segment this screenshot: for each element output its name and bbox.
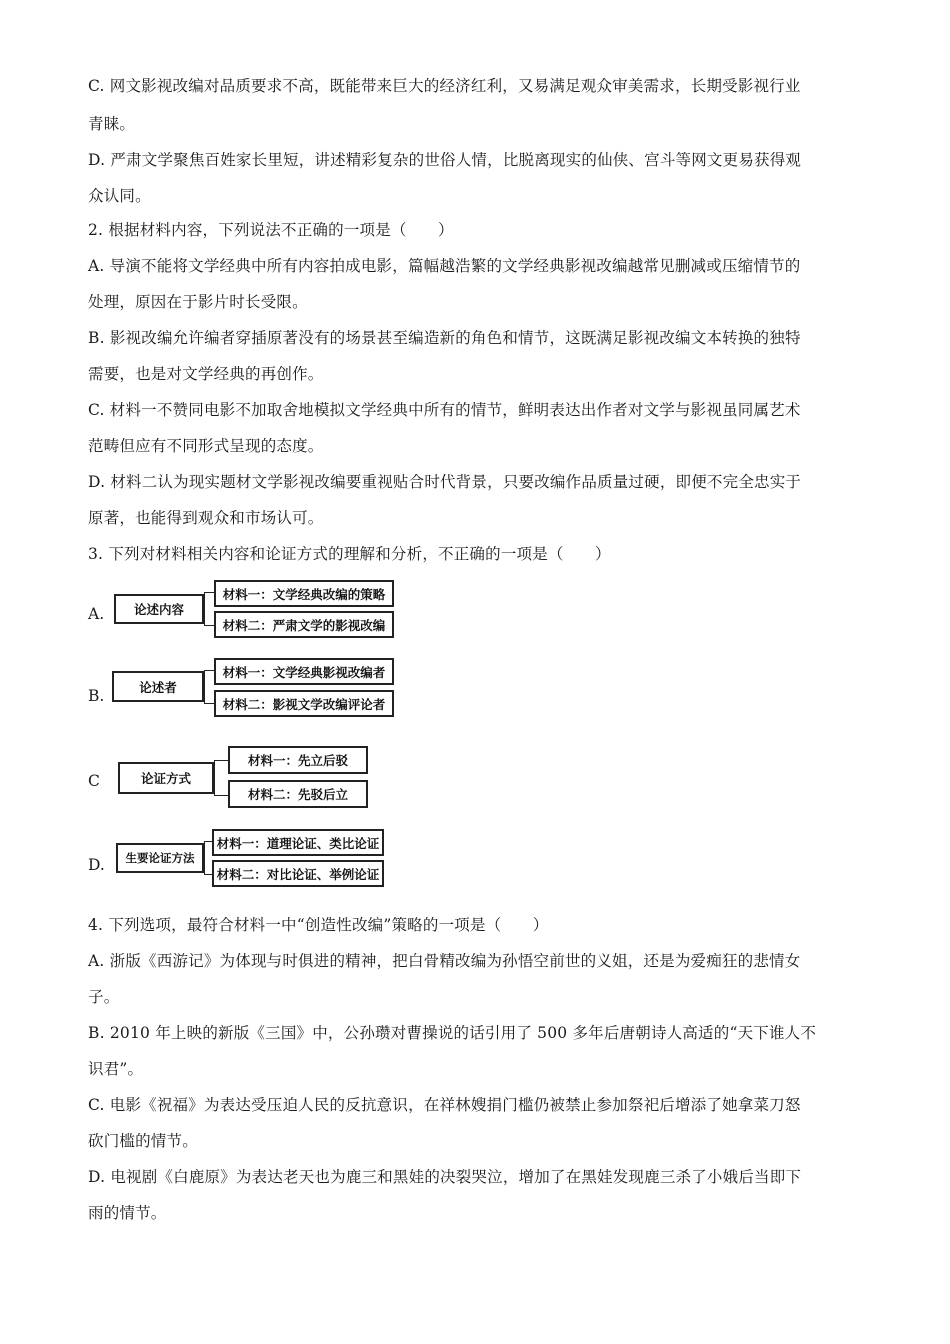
q3-a-main-box: 论述内容 [114, 594, 204, 624]
question-4-stem: 4. 下列选项，最符合材料一中“创造性改编”策略的一项是（ ） [88, 916, 549, 934]
text-line-d-cont: 众认同。 [88, 187, 151, 205]
q4-option-b: B. 2010 年上映的新版《三国》中，公孙瓒对曹操说的话引用了 500 多年后唐朝诗人高适的“天下谁人不 [88, 1024, 817, 1042]
q2-option-b-cont: 需要，也是对文学经典的再创作。 [88, 365, 324, 383]
q3-a-sub1-box: 材料一：文学经典改编的策略 [214, 580, 394, 607]
q3-b-main-box: 论述者 [112, 671, 204, 702]
q2-option-a: A. 导演不能将文学经典中所有内容拍成电影，篇幅越浩繁的文学经典影视改编越常见删减或压缩情节的 [88, 257, 801, 275]
q3-option-d-label: D. [88, 856, 105, 874]
q4-option-d: D. 电视剧《白鹿原》为表达老天也为鹿三和黑娃的决裂哭泣，增加了在黑娃发现鹿三杀了小娥后当即下 [88, 1168, 802, 1186]
q3-b-sub2-box: 材料二：影视文学改编评论者 [214, 690, 394, 717]
q3-option-a-label: A. [88, 605, 105, 623]
q3-a-bracket [204, 592, 214, 626]
q3-c-sub1-box: 材料一：先立后驳 [228, 746, 368, 774]
q3-d-sub2-box: 材料二：对比论证、举例论证 [212, 860, 384, 887]
q4-option-c: C. 电影《祝福》为表达受压迫人民的反抗意识，在祥林嫂捐门槛仍被禁止参加祭祀后增添了她拿菜刀怒 [88, 1096, 801, 1114]
q4-option-a-cont: 子。 [88, 988, 120, 1006]
q2-option-c-cont: 范畴但应有不同形式呈现的态度。 [88, 437, 324, 455]
q3-c-main-box: 论证方式 [118, 762, 214, 794]
q2-option-d-cont: 原著，也能得到观众和市场认可。 [88, 509, 324, 527]
text-line-c-cont: 青睐。 [88, 115, 136, 133]
q4-option-c-cont: 砍门槛的情节。 [88, 1132, 198, 1150]
text-line-c-option: C. 网文影视改编对品质要求不高，既能带来巨大的经济红利，又易满足观众审美需求，长期受影视行业 [88, 77, 801, 95]
q3-d-main-box: 生要论证方法 [116, 843, 204, 873]
q4-option-d-cont: 雨的情节。 [88, 1204, 167, 1222]
q3-d-bracket [204, 841, 212, 875]
question-3-stem: 3. 下列对材料相关内容和论证方式的理解和分析，不正确的一项是（ ） [88, 545, 611, 563]
q3-option-b-label: B. [88, 687, 105, 705]
q2-option-d: D. 材料二认为现实题材文学影视改编要重视贴合时代背景，只要改编作品质量过硬，即便不完全忠实于 [88, 473, 802, 491]
q2-option-a-cont: 处理，原因在于影片时长受限。 [88, 293, 308, 311]
question-2-stem: 2. 根据材料内容，下列说法不正确的一项是（ ） [88, 221, 454, 239]
q2-option-b: B. 影视改编允许编者穿插原著没有的场景甚至编造新的角色和情节，这既满足影视改编文本转换的独特 [88, 329, 801, 347]
q3-c-sub2-box: 材料二：先驳后立 [228, 780, 368, 808]
q3-b-sub1-box: 材料一：文学经典影视改编者 [214, 658, 394, 685]
q3-a-sub2-box: 材料二：严肃文学的影视改编 [214, 611, 394, 638]
q4-option-b-cont: 识君”。 [88, 1060, 144, 1078]
q3-d-sub1-box: 材料一：道理论证、类比论证 [212, 829, 384, 856]
text-line-d-option: D. 严肃文学聚焦百姓家长里短，讲述精彩复杂的世俗人情，比脱离现实的仙侠、宫斗等网文更易获得观 [88, 151, 802, 169]
q3-c-bracket [214, 760, 228, 796]
q2-option-c: C. 材料一不赞同电影不加取舍地模拟文学经典中所有的情节，鲜明表达出作者对文学与影视虽同属艺术 [88, 401, 801, 419]
q3-b-bracket [204, 670, 214, 704]
q4-option-a: A. 浙版《西游记》为体现与时俱进的精神，把白骨精改编为孙悟空前世的义姐，还是为爱痴狂的悲情女 [88, 952, 801, 970]
q3-option-c-label: C [88, 772, 100, 790]
